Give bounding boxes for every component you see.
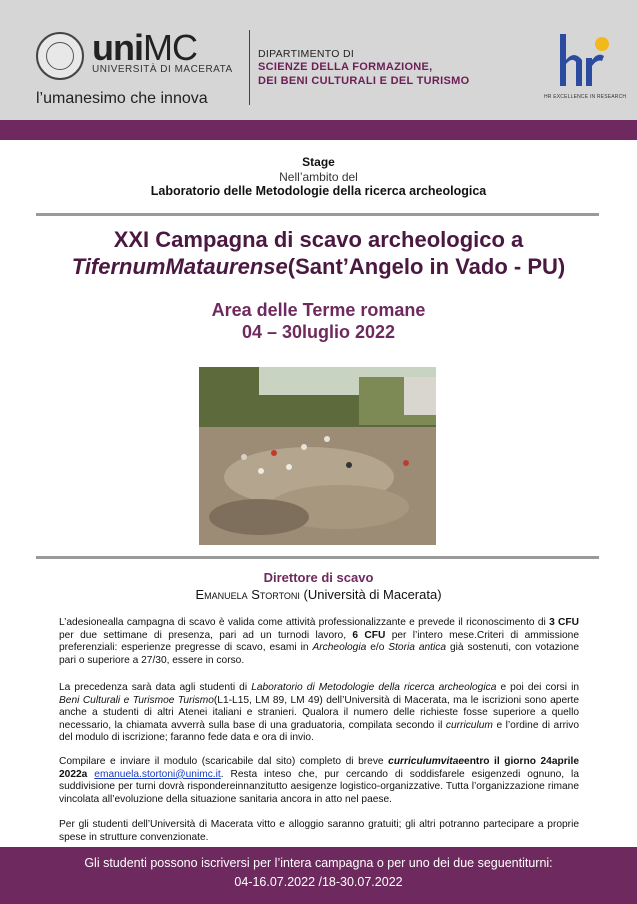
department-line2: SCIENZE DELLA FORMAZIONE,	[258, 61, 433, 73]
motto: l’umanesimo che innova	[36, 90, 208, 107]
paragraph-3: Compilare e inviare il modulo (scaricabile dal sito) completo di breve curriculumvitaeentro il giorno 24aprile 2022a emanuela.stortoni@unimc.it. Resta inteso che, pur cercando di soddisfarele esigenzedi ognuno, la suddivisione per turni dovrà rispondereinnanzitutto aesigenze logistico-organizzative. Tutta l’organizzazione rimane vincolata all’evoluzione della situazione sanitaria ancora in atto nel paese.	[59, 756, 579, 805]
department-line1: DIPARTIMENTO DI	[258, 48, 355, 60]
department-line3: DEI BENI CULTURALI E DEL TURISMO	[258, 75, 470, 87]
divider-bottom	[36, 556, 599, 559]
director-label: Direttore di scavo	[263, 570, 374, 585]
ambito-label: Nell’ambito del	[279, 170, 358, 184]
campaign-title-line2: TifernumMataurense(Sant’Angelo in Vado - PU)	[71, 254, 566, 279]
footer-line1: Gli studenti possono iscriversi per l’intera campagna o per uno dei due seguentiturni:	[84, 856, 553, 870]
paragraph-1: L’adesionealla campagna di scavo è valida come attività professionalizzante e prevede il riconoscimento di 3 CFU per due settimane di presenza, pari ad un turnodi lavoro, 6 CFU per l’intero mese.Criteri di ammissione preferenziali: esperienze pregresse di scavo, esami in Archeologia e/o Storia antica già sostenuti, con votazione pari o superiore a 27/30, essere in corso.	[59, 617, 579, 666]
excavation-photo	[199, 367, 436, 545]
header	[0, 0, 637, 120]
paragraph-4: Per gli studenti dell’Università di Macerata vitto e alloggio saranno gratuiti; gli altri potranno partecipare a proprie spese in strutture convenzionate.	[59, 819, 579, 843]
area-title: Area delle Terme romane	[211, 300, 426, 320]
hr-caption: HR EXCELLENCE IN RESEARCH	[544, 94, 627, 100]
email-link[interactable]: emanuela.stortoni@unimc.it	[94, 768, 221, 780]
header-band	[0, 120, 637, 140]
stage-label: Stage	[302, 155, 335, 169]
footer-dates: 04-16.07.2022 /18-30.07.2022	[234, 875, 403, 889]
laboratory-title: Laboratorio delle Metodologie della ricerca archeologica	[150, 184, 487, 198]
header-divider	[249, 30, 250, 105]
area-dates: 04 – 30luglio 2022	[241, 322, 396, 342]
paragraph-2: La precedenza sarà data agli studenti di Laboratorio di Metodologie della ricerca archeologica e poi dei corsi in Beni Culturali e Turismoe Turismo(L1-L15, LM 89, LM 49) dell’Università di Macerata, ma le iscrizioni sono aperte anche a studenti di altri Atenei italiani e stranieri. Qualora il numero delle richieste fosse superiore a quello necessario, la chiamata avverrà sulla base di una graduatoria, compilata secondo il curriculum e l’ordine di arrivo del modulo di iscrizione; faranno fede data e ora di invio.	[59, 682, 580, 744]
director-name: Emanuela Stortoni (Università di Macerata)	[195, 587, 442, 602]
hr-excellence-logo-icon	[552, 30, 612, 90]
university-name: UNIVERSITÀ DI MACERATA	[92, 64, 233, 75]
campaign-title-line1: XXI Campagna di scavo archeologico a	[113, 227, 524, 252]
divider-top	[36, 213, 599, 216]
unimc-logo: uniMC	[92, 27, 197, 68]
university-seal-icon	[36, 32, 84, 80]
